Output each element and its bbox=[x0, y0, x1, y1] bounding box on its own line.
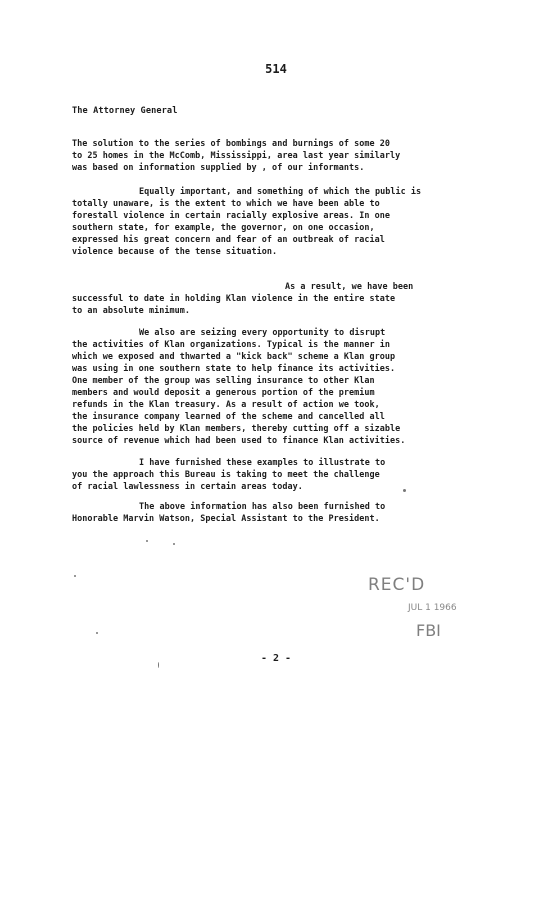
text-line: violence because of the tense situation. bbox=[72, 246, 278, 256]
stamp-fbi-text: FBI bbox=[416, 621, 441, 640]
text-line: The solution to the series of bombings and burnings of some 20 bbox=[72, 138, 391, 148]
text-line: refunds in the Klan treasury. As a result of action we took, bbox=[72, 399, 380, 409]
scan-speck bbox=[74, 575, 76, 577]
paragraph-1 bbox=[72, 137, 514, 173]
text-line: you the approach this Bureau is taking to meet the challenge bbox=[72, 469, 380, 479]
paragraph-4 bbox=[72, 326, 514, 446]
paragraph-5 bbox=[72, 456, 514, 492]
received-stamp bbox=[368, 575, 508, 655]
text-line: of racial lawlessness in certain areas today. bbox=[72, 481, 303, 491]
text-line: southern state, for example, the governor, on one occasion, bbox=[72, 222, 375, 232]
text-line: We also are seizing every opportunity to disrupt bbox=[139, 327, 386, 337]
page-number: 514 bbox=[265, 62, 287, 76]
stamp-received-text: REC'D bbox=[368, 575, 426, 595]
addressee-heading: The Attorney General bbox=[72, 106, 178, 116]
footer-page-number: - 2 - bbox=[260, 653, 292, 664]
text-line: to an absolute minimum. bbox=[72, 305, 190, 315]
text-line: forestall violence in certain racially explosive areas. In one bbox=[72, 210, 391, 220]
text-line: As a result, we have been bbox=[285, 281, 414, 291]
scan-speck bbox=[403, 489, 406, 492]
text-line: to 25 homes in the McComb, Mississippi, area last year similarly bbox=[72, 150, 401, 160]
text-line: members and would deposit a generous portion of the premium bbox=[72, 387, 375, 397]
text-line: the policies held by Klan members, thereby cutting off a sizable bbox=[72, 423, 401, 433]
paragraph-3 bbox=[72, 280, 514, 316]
paragraph-6 bbox=[72, 500, 514, 524]
text-line: which we exposed and thwarted a "kick back" scheme a Klan group bbox=[72, 351, 396, 361]
scan-speck bbox=[96, 632, 98, 634]
scan-speck bbox=[146, 540, 148, 542]
paragraph-2 bbox=[72, 185, 514, 257]
text-line: the insurance company learned of the scheme and cancelled all bbox=[72, 411, 385, 421]
text-line: totally unaware, is the extent to which we have been able to bbox=[72, 198, 380, 208]
text-line: the activities of Klan organizations. Typical is the manner in bbox=[72, 339, 391, 349]
stamp-date-text: JUL 1 1966 bbox=[408, 603, 457, 613]
text-line: Equally important, and something of which the public is bbox=[139, 186, 422, 196]
text-line: source of revenue which had been used to finance Klan activities. bbox=[72, 435, 406, 445]
text-line: was using in one southern state to help finance its activities. bbox=[72, 363, 396, 373]
text-line: was based on information supplied by , of our informants. bbox=[72, 162, 365, 172]
text-line: Honorable Marvin Watson, Special Assistant to the President. bbox=[72, 513, 380, 523]
text-line: I have furnished these examples to illustrate to bbox=[139, 457, 386, 467]
text-line: The above information has also been furnished to bbox=[139, 501, 386, 511]
text-line: One member of the group was selling insurance to other Klan bbox=[72, 375, 375, 385]
scan-speck bbox=[173, 543, 175, 545]
text-line: expressed his great concern and fear of an outbreak of racial bbox=[72, 234, 385, 244]
text-line: successful to date in holding Klan violence in the entire state bbox=[72, 293, 396, 303]
